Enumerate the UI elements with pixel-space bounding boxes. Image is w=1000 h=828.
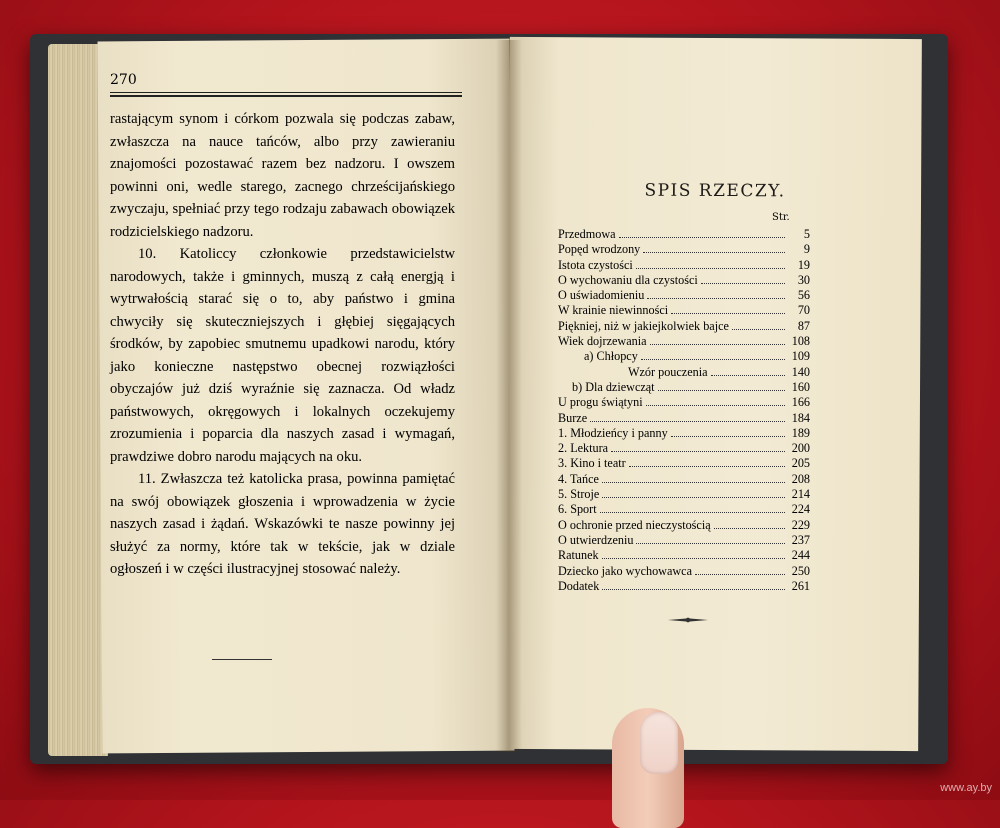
toc-entry (558, 564, 810, 579)
page-number: 270 (110, 72, 137, 88)
toc-entry-title: O uświadomieniu (558, 288, 645, 303)
toc-entry (558, 395, 810, 410)
toc-entry-title: b) Dla dziewcząt (572, 379, 655, 394)
header-rule (110, 92, 462, 97)
toc-leader-dots (619, 227, 785, 238)
left-page-text (110, 108, 455, 581)
toc-leader-dots (602, 579, 785, 590)
toc-entry-page: 184 (791, 410, 810, 425)
toc-entry-title: Wzór pouczenia (628, 364, 708, 379)
toc-entry (558, 288, 810, 303)
toc-entry (558, 242, 810, 257)
toc-entry (558, 380, 810, 395)
toc-entry (558, 319, 810, 334)
toc-entry-page: 261 (791, 578, 810, 593)
toc-leader-dots (671, 303, 785, 314)
toc-entry (558, 548, 810, 563)
toc-entry (558, 518, 810, 533)
toc-entry-page: 87 (797, 318, 810, 333)
toc-entry-page: 237 (791, 532, 810, 547)
toc-entry (558, 456, 810, 471)
paragraph: 10. Katoliccy członkowie przedstawicielstw narodowych, także i gminnych, muszą z całą energją i wytrwałością starać się o to, aby państwo i gmina chwyciły się skuteczniejszych i głębiej sięgających środków, by zapobiec smutnemu upadkowi narodu, który jako konieczne następstwo obecnej rozwiązłości obyczajów już dziś wyraźnie się zaznacza. Od władz państwowych, okręgowych i lokalnych oczekujemy zrozumienia i poparcia dla naszych zasad i wymagań, prawdziwe dobro narodu mających na oku. (110, 246, 455, 465)
toc-entry-page: 214 (791, 487, 810, 502)
toc-entry-page: 70 (797, 303, 810, 318)
toc-entry (558, 349, 810, 364)
toc-leader-dots (602, 472, 785, 483)
toc-entry-title: Piękniej, niż w jakiejkolwiek bajce (558, 318, 729, 333)
toc-entry-page: 9 (803, 242, 810, 257)
toc-entry-page: 140 (791, 364, 810, 379)
toc-entry-title: O wychowaniu dla czystości (558, 272, 698, 287)
toc-entry-title: Dodatek (558, 578, 600, 593)
toc-leader-dots (732, 319, 785, 330)
toc-entry-title: 3. Kino i teatr (558, 456, 626, 471)
toc-entry (558, 487, 810, 502)
toc-entry (558, 334, 810, 349)
toc-entry-page: 208 (791, 471, 810, 486)
toc-entry (558, 411, 810, 426)
paragraph: rastającym synom i córkom pozwala się podczas zabaw, zwłaszcza na nauce tańców, albo przy zawieraniu znajomości pozostawać razem bez nadzoru. I owszem powinni oni, wedle starego, zacnego chrześcijańskiego zwyczaju, spełniać przy tego rodzaju zabawach obowiązek rodzicielskiego nadzoru. (110, 111, 455, 240)
toc-leader-dots (602, 487, 785, 498)
toc-entry (558, 579, 810, 594)
toc-entry-title: O utwierdzeniu (558, 532, 634, 547)
toc-entry (558, 227, 810, 242)
toc-leader-dots (671, 426, 785, 437)
toc-entry-page: 19 (797, 257, 810, 272)
paragraph: 11. Zwłaszcza też katolicka prasa, powinna pamiętać na swój obowiązek głoszenia i wprowadzenia w życie naszych zasad i żądań. Wskazówki te nasze powinny jej służyć za normy, które tak w tekście, jak w dziale ogłoszeń i w części ilustracyjnej stosować należy. (110, 471, 455, 577)
fingernail (640, 712, 678, 774)
toc-entry (558, 303, 810, 318)
toc-entry-page: 224 (791, 502, 810, 517)
toc-leader-dots (636, 258, 785, 269)
toc-leader-dots (658, 380, 785, 391)
toc-leader-dots (647, 288, 785, 299)
toc-entry-page: 200 (791, 441, 810, 456)
toc-entry (558, 533, 810, 548)
toc-entry (558, 472, 810, 487)
watermark: www.ay.by (940, 782, 992, 794)
toc-entry-page: 56 (797, 288, 810, 303)
toc-entry (558, 502, 810, 517)
toc-entry (558, 441, 810, 456)
toc-entry-title: 1. Młodzieńcy i panny (558, 425, 668, 440)
toc-entry-page: 5 (803, 227, 810, 241)
toc-leader-dots (611, 441, 785, 452)
toc-entry (558, 365, 810, 380)
toc-entry-title: O ochronie przed nieczystością (558, 517, 711, 532)
toc-entry (558, 258, 810, 273)
toc-entry-title: Ratunek (558, 548, 599, 563)
toc-leader-dots (629, 456, 785, 467)
toc-entry-page: 205 (791, 456, 810, 471)
toc-entry-title: U progu świątyni (558, 395, 643, 410)
toc-entry-page: 244 (791, 548, 810, 563)
toc-entry-title: Wiek dojrzewania (558, 334, 647, 349)
toc-leader-dots (590, 411, 785, 422)
toc-entry-title: Popęd wrodzony (558, 242, 641, 257)
toc-entry-title: Burze (558, 410, 588, 425)
toc-entry-page: 229 (791, 517, 810, 532)
toc-page-column-label: Str. (772, 212, 790, 223)
toc-entry-page: 166 (791, 395, 810, 410)
toc-leader-dots (646, 395, 785, 406)
toc-entry-title: Istota czystości (558, 257, 633, 272)
toc-leader-dots (643, 242, 785, 253)
toc-leader-dots (636, 533, 785, 544)
end-rule (212, 659, 272, 660)
toc-entry-page: 189 (791, 425, 810, 440)
toc-entry-title: 5. Stroje (558, 487, 600, 502)
toc-entry-page: 30 (797, 272, 810, 287)
toc-entry (558, 273, 810, 288)
toc-entry-page: 250 (791, 563, 810, 578)
toc-leader-dots (701, 273, 785, 284)
toc-entry-title: Przedmowa (558, 227, 616, 241)
toc-entry-page: 160 (791, 379, 810, 394)
toc-leader-dots (714, 518, 785, 529)
toc-entry (558, 426, 810, 441)
toc-title: SPIS RZECZY. (644, 180, 786, 202)
toc-leader-dots (602, 548, 785, 559)
toc-leader-dots (600, 502, 785, 513)
toc-entry-title: 2. Lektura (558, 441, 609, 456)
toc-entry-title: 4. Tańce (558, 471, 599, 486)
toc-leader-dots (641, 349, 785, 360)
toc-entry-page: 109 (791, 349, 810, 364)
gutter-shadow (496, 40, 522, 752)
toc-entry-page: 108 (791, 334, 810, 349)
table-of-contents (558, 227, 810, 594)
toc-leader-dots (711, 365, 785, 376)
end-ornament (668, 617, 708, 623)
toc-entry-title: 6. Sport (558, 502, 597, 517)
toc-leader-dots (650, 334, 785, 345)
toc-entry-title: Dziecko jako wychowawca (558, 563, 693, 578)
toc-entry-title: W krainie niewinności (558, 303, 669, 318)
toc-leader-dots (695, 564, 785, 575)
toc-entry-title: a) Chłopcy (584, 349, 638, 364)
